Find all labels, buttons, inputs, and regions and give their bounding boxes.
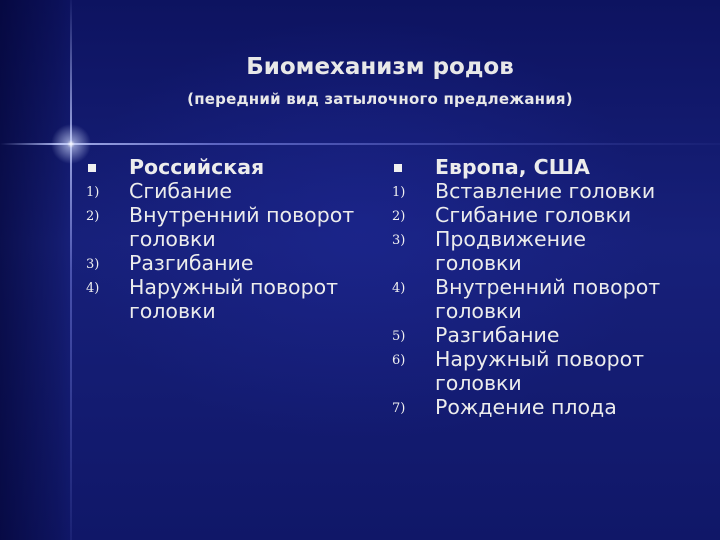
decorative-left-band [0,0,72,540]
right-list-item [392,323,712,347]
square-bullet-icon [394,164,402,172]
right-list-item [392,227,712,275]
left-column-list [86,179,386,323]
list-item-number: 3) [392,233,406,248]
list-item-text: Продвижение [435,227,586,251]
right-list-item [392,347,712,395]
list-item-text: головки [129,299,216,323]
list-item-number: 6) [392,353,406,368]
right-list-item [392,395,712,419]
list-item-number: 7) [392,401,406,416]
list-item-text: Разгибание [435,323,560,347]
slide-title: Биомеханизм родов [246,54,514,80]
list-item-text: Сгибание головки [435,203,632,227]
decorative-star-glow [51,124,91,164]
list-item-text: Вставление головки [435,179,656,203]
list-item-text: головки [435,251,522,275]
right-column [392,155,712,419]
list-item-number: 5) [392,329,406,344]
left-column [86,155,386,323]
list-item-text: Сгибание [129,179,232,203]
list-item-text: Внутренний поворот [435,275,661,299]
list-item-text: Наружный поворот [435,347,645,371]
list-item-text: головки [129,227,216,251]
list-item-text: Разгибание [129,251,254,275]
list-item-number: 3) [86,257,100,272]
right-list-item [392,203,712,227]
right-list-item [392,179,712,203]
list-item-number: 1) [392,185,406,200]
list-item-text: Наружный поворот [129,275,339,299]
list-item-number: 4) [392,281,406,296]
right-column-list [392,179,712,419]
list-item-number: 2) [86,209,100,224]
decorative-horizontal-line [0,143,720,145]
right-column-heading: Европа, США [435,155,590,179]
list-item-text: Внутренний поворот [129,203,355,227]
left-column-heading-row [86,155,386,179]
left-list-item [86,275,386,323]
list-item-number: 4) [86,281,100,296]
decorative-vertical-line [70,0,72,540]
square-bullet-icon [88,164,96,172]
slide-subtitle: (передний вид затылочного предлежания) [187,90,573,108]
list-item-number: 2) [392,209,406,224]
list-item-text: Рождение плода [435,395,617,419]
right-column-heading-row [392,155,712,179]
left-column-heading: Российская [129,155,265,179]
left-list-item [86,203,386,251]
list-item-number: 1) [86,185,100,200]
left-list-item [86,179,386,203]
left-list-item [86,251,386,275]
list-item-text: головки [435,299,522,323]
list-item-text: головки [435,371,522,395]
right-list-item [392,275,712,323]
